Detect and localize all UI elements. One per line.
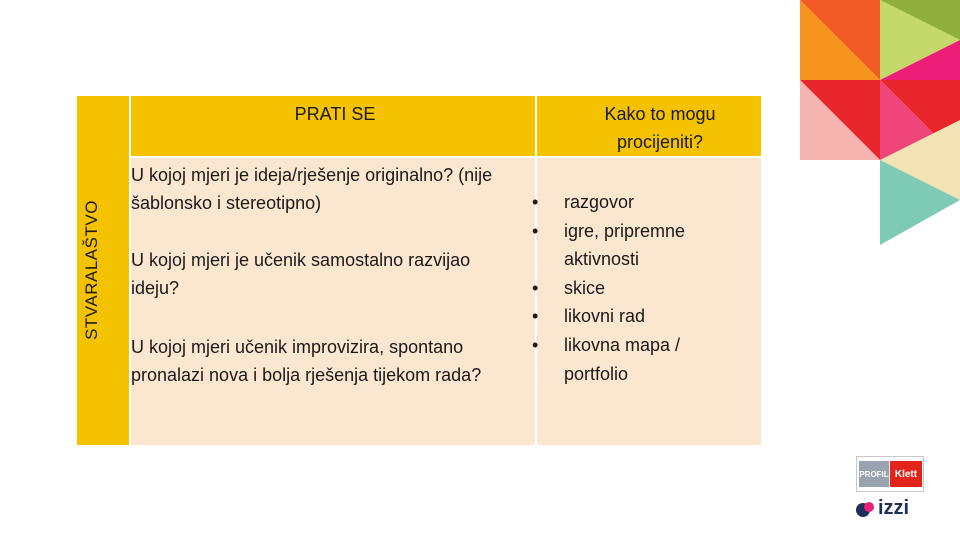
- methods-list: [532, 188, 752, 388]
- side-header-cell: [77, 96, 129, 156]
- profil-klett-logo: [856, 456, 924, 492]
- criterion-improvisation: [131, 333, 541, 389]
- methods-header: Kako to mogu procijeniti?: [604, 104, 716, 152]
- izzi-icon: [854, 499, 876, 521]
- method-item: • igre, pripremne aktivnosti: [532, 217, 724, 274]
- izzi-logo: [852, 497, 948, 527]
- criterion-text: U kojoj mjeri je ideja/rješenje originalno? (nije šablonsko i stereotipno): [131, 165, 493, 213]
- criterion-independence: [131, 246, 541, 302]
- criteria-header: PRATI SE: [294, 104, 376, 124]
- method-item: • skice: [532, 274, 752, 303]
- method-item: • likovna mapa / portfolio: [532, 331, 714, 388]
- criterion-text: U kojoj mjeri učenik improvizira, spontano pronalazi nova i bolja rješenja tijekom rada?: [131, 337, 482, 385]
- side-label: STVARALAŠTVO: [82, 200, 101, 340]
- method-item: • razgovor: [532, 188, 752, 217]
- criterion-originality: [131, 161, 541, 217]
- method-item: • likovni rad: [532, 302, 752, 331]
- criterion-text: U kojoj mjeri je učenik samostalno razvijao ideju?: [131, 250, 471, 298]
- klett-logo-text: Klett: [890, 461, 922, 487]
- izzi-wordmark: izzi: [878, 497, 910, 519]
- profil-logo-text: PROFIL: [859, 461, 889, 487]
- decorative-triangle-mosaic: [800, 0, 960, 245]
